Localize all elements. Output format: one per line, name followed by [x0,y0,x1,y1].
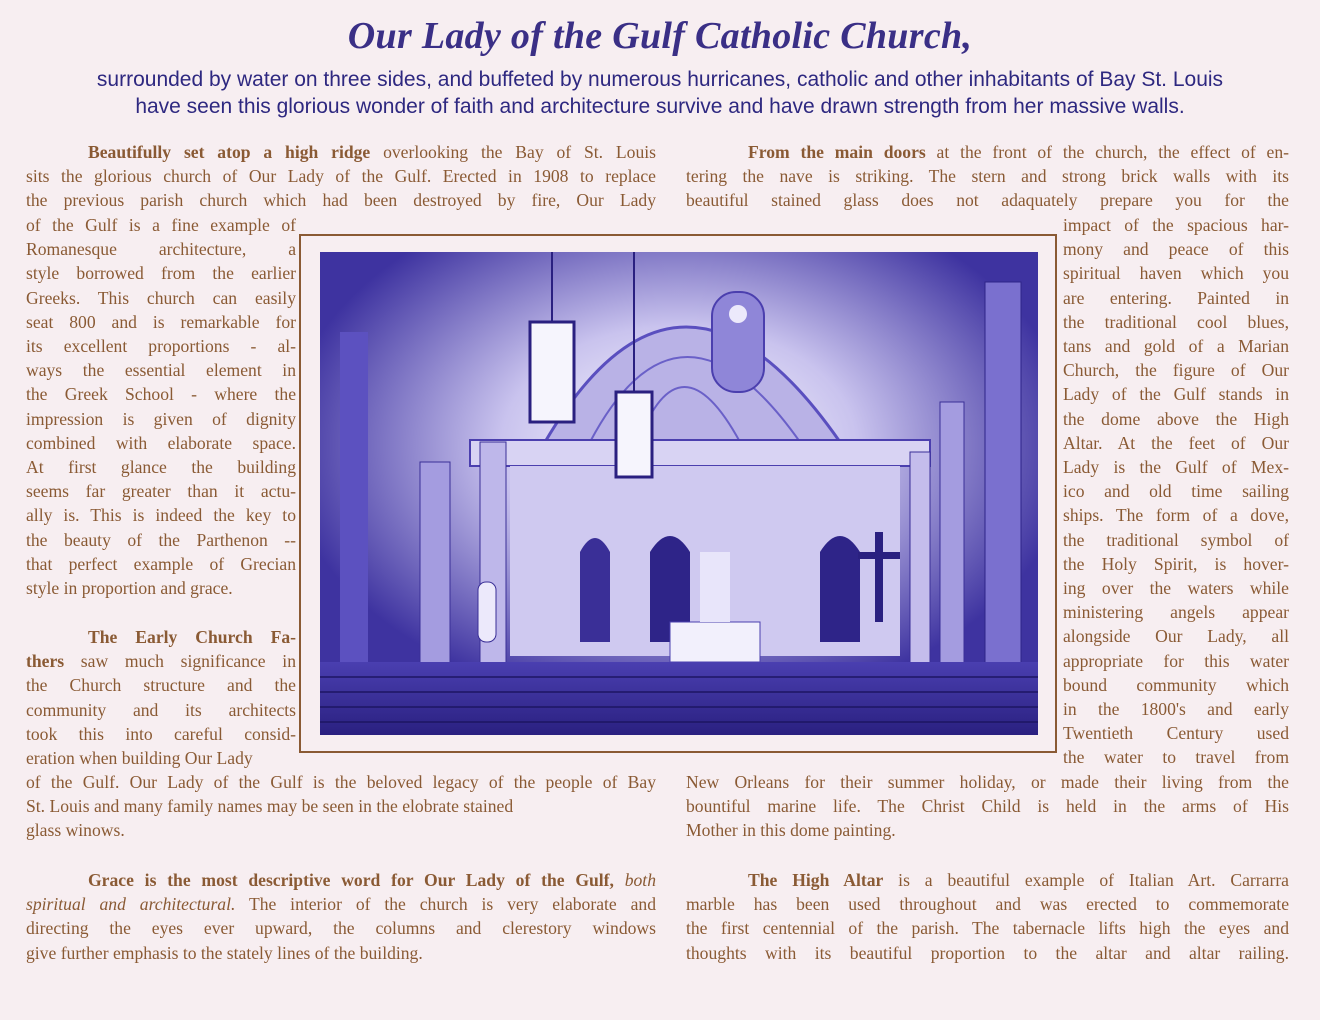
lead-in: Grace is the most descriptive word for Our Lady of the Gulf, [88,870,614,890]
right-paragraph-1-bottom: New Orleans for their summer holiday, or made their living from the bountiful marine life. The Christ Child is held in the arms of His Mother in this dome painting. [686,772,1289,841]
left-paragraph-2-narrow: The Early Church Fa- thers saw much significance in the Church structure and the community and its architects took this into careful consid- eration when building Our Lady [26,627,296,769]
church-interior-photo [320,252,1038,735]
subtitle-line: surrounded by water on three sides, and buffeted by numerous hurricanes, catholic and other inhabitants of Bay St. Louis [96,68,1224,91]
lead-in: The Early Church Fa- [88,627,296,647]
left-paragraph-2-bottom: of the Gulf. Our Lady of the Gulf is the beloved legacy of the people of Bay St. Louis and many family names may be seen in the elobrate stained glass winows. [26,772,656,841]
left-paragraph-1-top: Beautifully set atop a high ridge overlooking the Bay of St. Louis sits the glorious church of Our Lady of the Gulf. Erected in 1908 to replace the previous parish church which had been destroyed by fire, Our Lady [26,142,656,211]
lead-in: From the main doors [748,142,926,162]
left-paragraph-3: Grace is the most descriptive word for Our Lady of the Gulf, both spiritual and architectural. The interior of the church is very elaborate and directing the eyes ever upward, the columns and clerestory windows give further emphasis to the stately lines of the building. [26,870,656,963]
lead-in: Beautifully set atop a high ridge [88,142,371,162]
left-paragraph-1-narrow: of the Gulf is a fine example of Romanesque architecture, a style borrowed from the earlier Greeks. This church can easily seat 800 and is remarkable for its excellent proportions - al- ways the essential element in the Greek School - where the impression is given of dignity combined with elaborate space. At first glance the building seems far greater than it actu- ally is. This is indeed the key to the beauty of the Parthenon -- that perfect example of Grecian style in proportion and grace. [26,215,296,599]
page-subtitle [20,66,1300,120]
right-paragraph-1-top: From the main doors at the front of the church, the effect of en- tering the nave is striking. The stern and strong brick walls with its beautiful stained glass does not adaquately prepare you for the [686,142,1290,211]
lead-in: The High Altar [748,870,884,890]
right-paragraph-1-narrow: impact of the spacious har- mony and peace of this spiritual haven which you are entering. Painted in the traditional cool blues, tans and gold of a Marian Church, the figure of Our Lady of the Gulf stands in the dome above the High Altar. At the feet of Our Lady is the Gulf of Mex- ico and old time sailing ships. The form of a dove, the traditional symbol of the Holy Spirit, is hover- ing over the waters while ministering angels appear alongside Our Lady, all appropriate for this water bound community which in the 1800's and early Twentieth Century used the water to travel from [1063,215,1289,768]
subtitle-line: have seen this glorious wonder of faith and architecture survive and have drawn strength from her massive walls. [135,95,1185,118]
page-title: Our Lady of the Gulf Catholic Church, [347,15,973,57]
right-paragraph-2: The High Altar is a beautiful example of Italian Art. Carrarra marble has been used throughout and was erected to commemorate the first centennial of the parish. The tabernacle lifts high the eyes and thoughts with its beautiful proportion to the altar and altar railing. [686,870,1289,963]
church-interior-photo-frame [299,234,1057,753]
